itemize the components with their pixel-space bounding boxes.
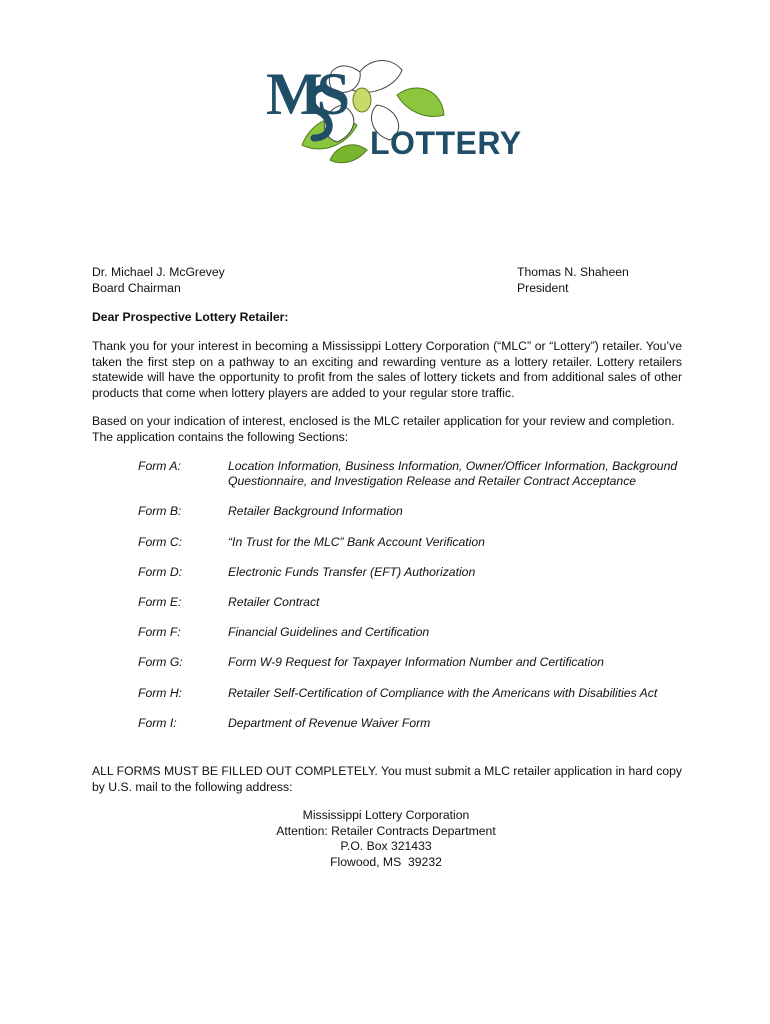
form-description: Form W-9 Request for Taxpayer Information Number and Certification (228, 655, 604, 670)
form-label: Form G: (138, 655, 183, 670)
mailing-address (92, 808, 680, 870)
chairman-title: Board Chairman (92, 281, 181, 295)
form-label: Form C: (138, 534, 183, 549)
form-label: Form B: (138, 504, 182, 519)
signatory-left (92, 264, 225, 296)
list-item (138, 595, 698, 610)
form-label: Form I: (138, 715, 177, 730)
letter-greeting: Dear Prospective Lottery Retailer: (92, 310, 289, 324)
address-line-3: P.O. Box 321433 (340, 839, 432, 853)
logo-ms-text: MS (266, 61, 344, 127)
address-line-1: Mississippi Lottery Corporation (302, 808, 470, 822)
intro-paragraph: Thank you for your interest in becoming a Mississippi Lottery Corporation (“MLC” or “Lottery”) retailer. You’ve taken the first step on a pathway to an exciting and rewarding venture as a lottery retailer. Lottery retailers statewide will have the opportunity to profit from the sales of lottery tickets and from additional sales of other products that come when lottery players are added to your regular store traffic. (92, 339, 682, 400)
ms-lottery-logo (262, 50, 522, 170)
submission-paragraph: ALL FORMS MUST BE FILLED OUT COMPLETELY. You must submit a MLC retailer application in hard copy by U.S. mail to the following address: (92, 764, 682, 794)
form-description: Location Information, Business Information, Owner/Officer Information, Background Questionnaire, and Investigation Release and Retailer Contract Acceptance (228, 459, 678, 489)
application-paragraph: Based on your indication of interest, enclosed is the MLC retailer application for your review and completion. The application contains the following Sections: (92, 414, 675, 444)
president-title: President (517, 281, 569, 295)
list-item (138, 716, 698, 731)
address-line-2: Attention: Retailer Contracts Department (276, 823, 496, 838)
president-name: Thomas N. Shaheen (517, 265, 629, 279)
list-item (138, 535, 698, 550)
form-description: Retailer Contract (228, 595, 320, 610)
address-line-4: Flowood, MS 39232 (330, 854, 442, 869)
form-description: Financial Guidelines and Certification (228, 625, 430, 640)
form-description: Department of Revenue Waiver Form (228, 715, 431, 730)
form-description: Electronic Funds Transfer (EFT) Authorization (228, 564, 476, 579)
list-item (138, 504, 698, 519)
form-label: Form D: (138, 564, 183, 579)
form-description: Retailer Background Information (228, 504, 403, 519)
logo-lottery-text: LOTTERY (370, 125, 522, 161)
list-item (138, 459, 698, 489)
list-item (138, 686, 698, 701)
list-item (138, 565, 698, 580)
form-description: Retailer Self-Certification of Compliance with the Americans with Disabilities Act (228, 685, 658, 700)
form-label: Form A: (138, 459, 181, 473)
list-item (138, 625, 698, 640)
form-label: Form E: (138, 595, 182, 610)
form-description: “In Trust for the MLC” Bank Account Verification (228, 534, 485, 549)
list-item (138, 655, 698, 670)
form-label: Form F: (138, 625, 181, 640)
forms-list (138, 459, 698, 746)
form-label: Form H: (138, 685, 183, 700)
signatory-right (517, 264, 629, 296)
chairman-name: Dr. Michael J. McGrevey (92, 265, 225, 279)
